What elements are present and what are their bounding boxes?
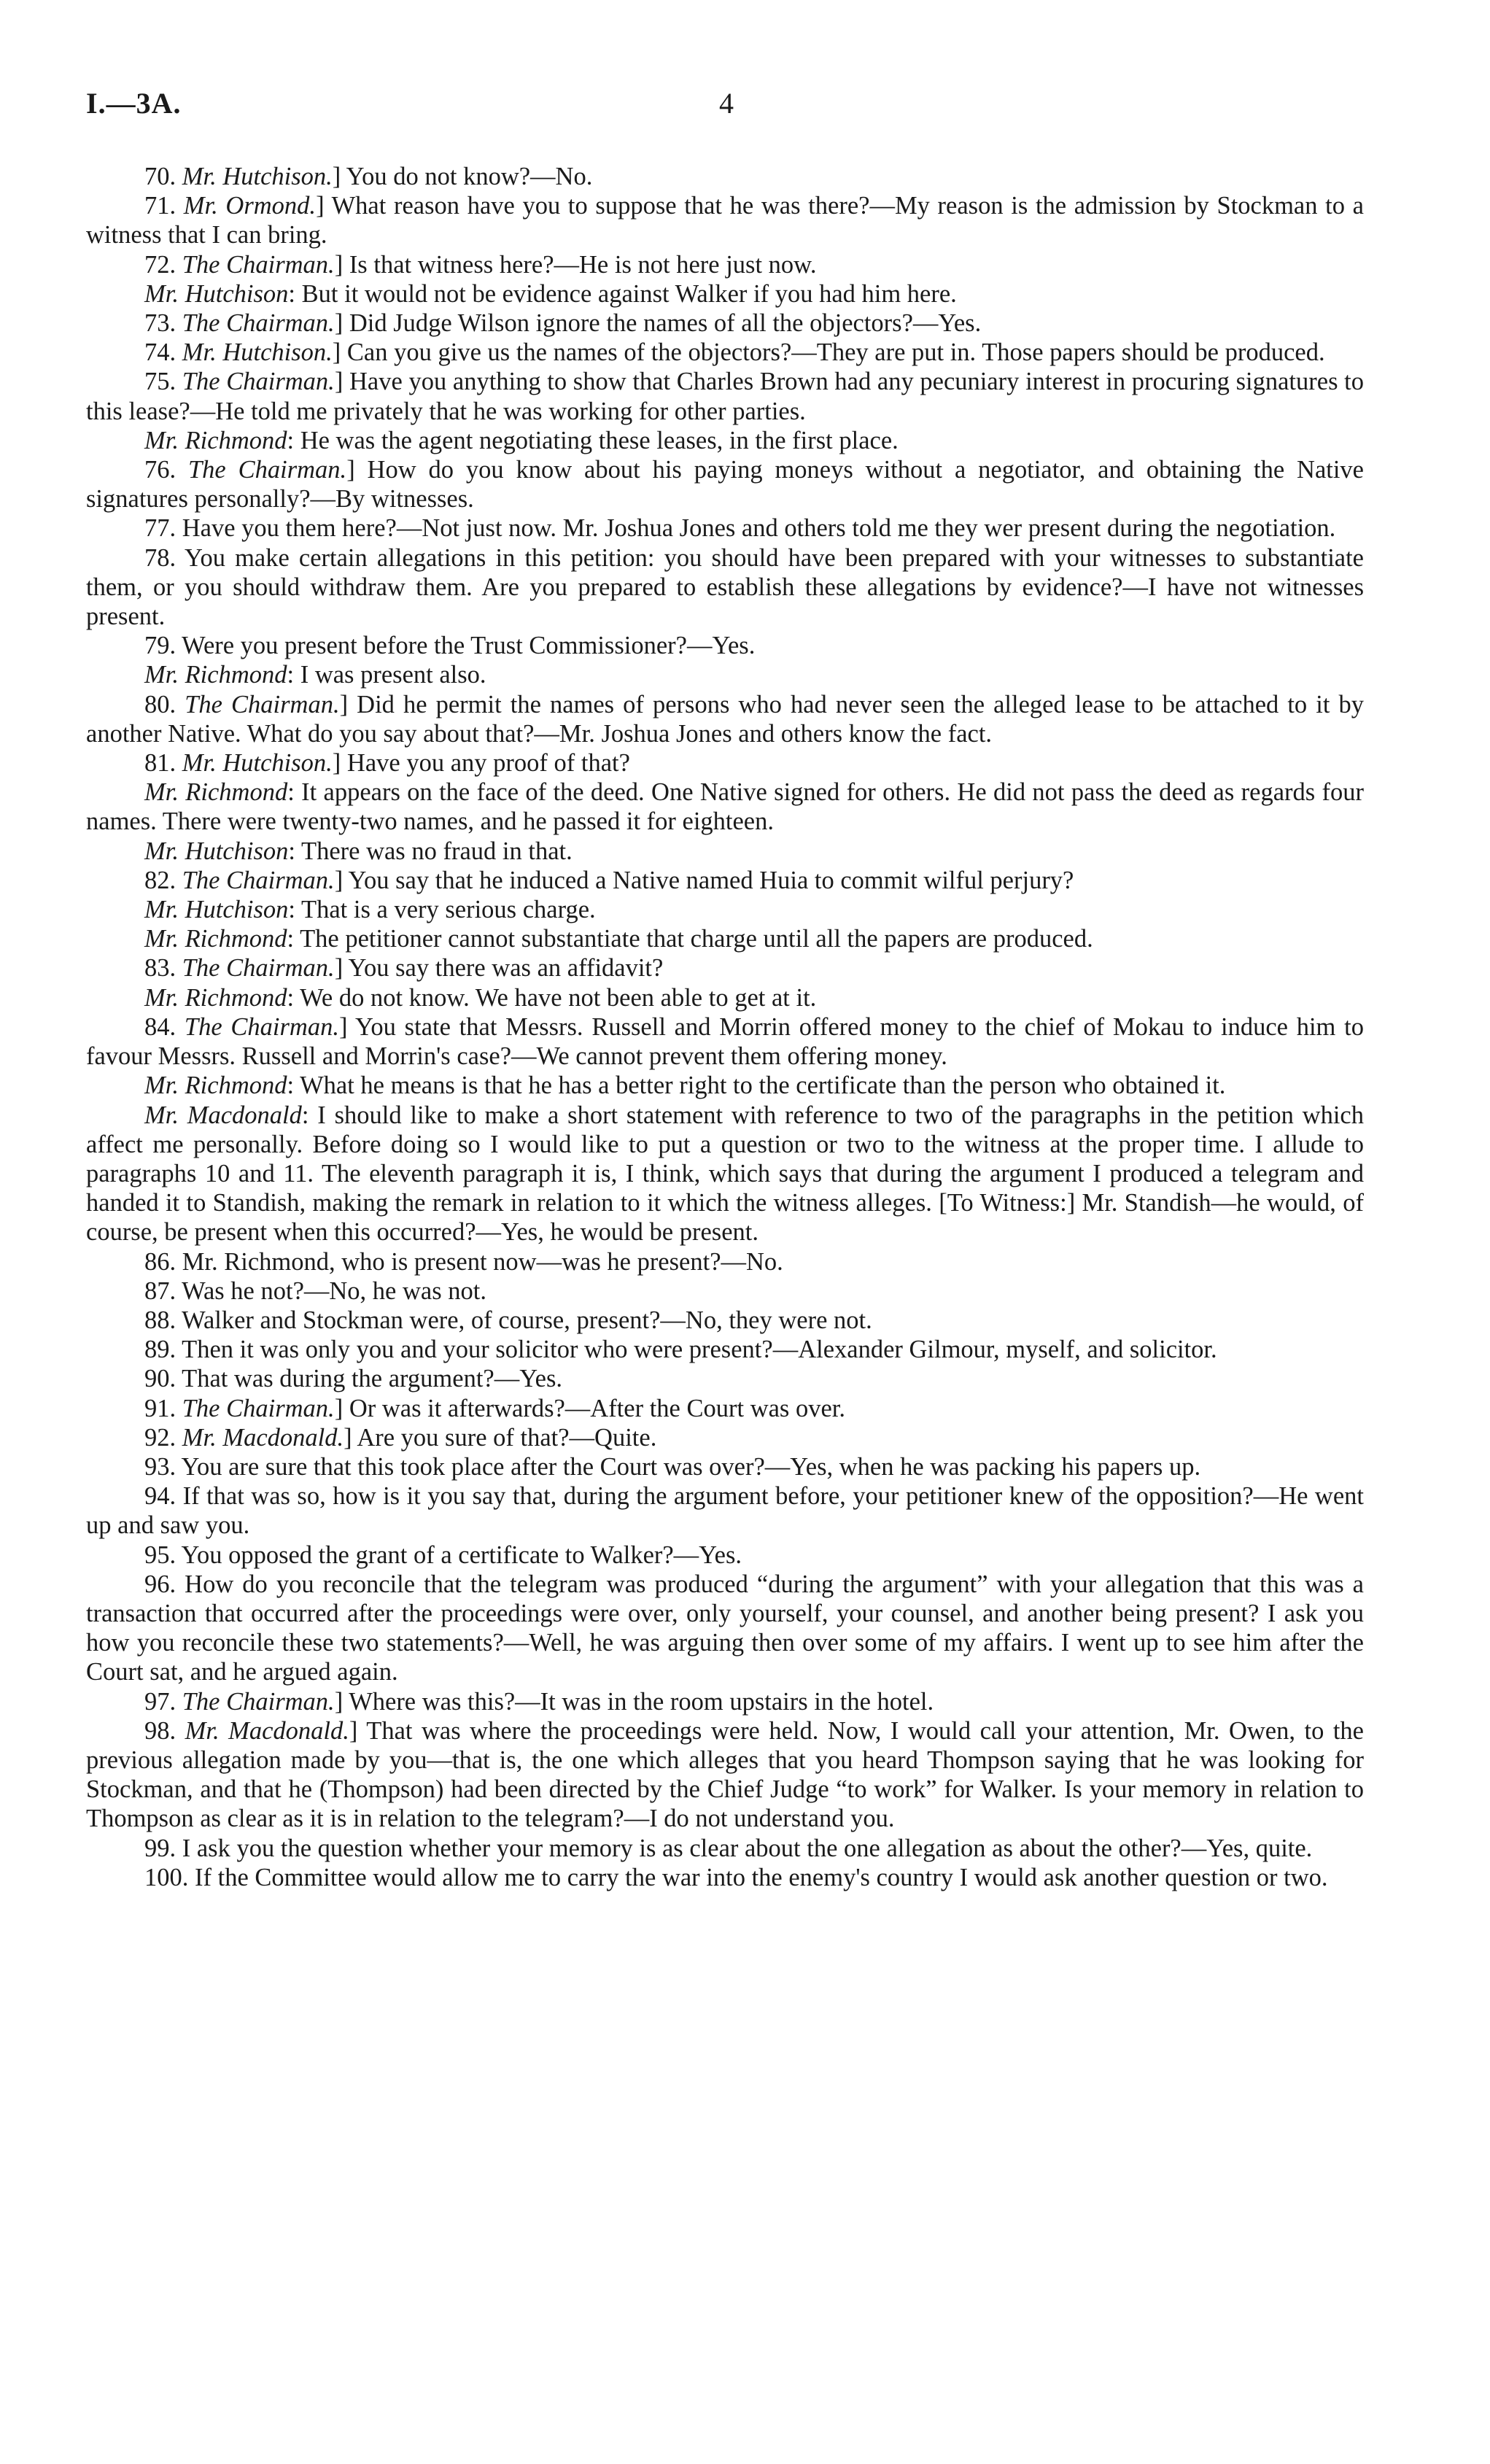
transcript-paragraph [86, 162, 1364, 191]
paragraph-text: You state that Messrs. Russell and Morrin offered money to the chief of Mokau to induce him to favour Messrs. Russell and Morrin's case?—We cannot prevent them offering money. [86, 1012, 1364, 1071]
paragraph-text: Is that witness here?—He is not here just now. [343, 250, 817, 279]
question-number: 75. [144, 368, 176, 396]
speaker-separator: ] [334, 866, 344, 894]
paragraph-text: What he means is that he has a better right to the certificate than the person who obtained it. [294, 1072, 1226, 1100]
transcript-paragraph [86, 1570, 1364, 1687]
paragraph-text: That was where the proceedings were held. Now, I would call your attention, Mr. Owen, to the previous allegation made by you—that is, the one which alleges that you heard Thompson saying that he was looking for Stockman, and that he (Thompson) had been directed by the Chief Judge “to work” for Walker. Is your memory in relation to Thompson as clear as it is in relation to the telegram?—I do not understand you. [86, 1716, 1364, 1833]
transcript-paragraph [86, 1834, 1364, 1863]
speaker-separator: : [288, 837, 296, 865]
transcript-paragraph [86, 1716, 1364, 1834]
speaker-separator: : [287, 925, 295, 953]
paragraph-text: Can you give us the names of the objectors?—They are put in. Those papers should be produced. [341, 338, 1325, 367]
question-number: 80. [144, 690, 176, 718]
speaker-separator: ] [344, 1423, 352, 1452]
question-number: 71. [144, 192, 176, 220]
question-number: 93. [144, 1452, 176, 1481]
paragraph-text: You do not know?—No. [341, 163, 593, 190]
speaker-name: The Chairman. [182, 1394, 335, 1422]
speaker-separator: : [288, 896, 296, 924]
speaker-name: Mr. Richmond [144, 925, 287, 953]
question-number: 91. [144, 1394, 176, 1422]
paragraph-text: You opposed the grant of a certificate to Walker?—Yes. [181, 1541, 742, 1569]
speaker-name: The Chairman. [188, 456, 347, 484]
paragraph-text: If the Committee would allow me to carry the war into the enemy's country I would ask another question or two. [195, 1863, 1328, 1891]
speaker-name: The Chairman. [184, 1012, 339, 1041]
speaker-name: The Chairman. [182, 866, 335, 894]
speaker-name: Mr. Hutchison. [182, 163, 333, 190]
paragraph-text: Have you them here?—Not just now. Mr. Joshua Jones and others told me they wer present during the negotiation. [182, 514, 1336, 543]
paragraph-text: Did Judge Wilson ignore the names of all the objectors?—Yes. [343, 309, 982, 338]
transcript-paragraph [86, 1481, 1364, 1540]
question-number: 83. [144, 954, 176, 983]
question-number: 87. [144, 1276, 176, 1305]
speaker-name: The Chairman. [185, 690, 340, 718]
speaker-name: Mr. Hutchison [144, 837, 289, 865]
question-number: 89. [144, 1336, 176, 1364]
transcript-paragraph [86, 1452, 1364, 1481]
speaker-name: The Chairman. [182, 954, 335, 983]
paragraph-text: Where was this?—It was in the room upstairs in the hotel. [343, 1687, 934, 1716]
paragraph-text: You make certain allegations in this petition: you should have been prepared with your witnesses to substantiate them, or you should withdraw them. Are you prepared to establish these allegations by evidence?—I have not witnesses present. [86, 543, 1364, 631]
transcript-paragraph [86, 1247, 1364, 1276]
speaker-separator: : [287, 426, 295, 454]
question-number: 97. [144, 1687, 176, 1716]
transcript-paragraph [86, 543, 1364, 632]
paragraph-text: You say there was an affidavit? [343, 954, 664, 983]
speaker-name: The Chairman. [182, 1687, 335, 1716]
speaker-name: Mr. Richmond [144, 778, 288, 807]
speaker-name: The Chairman. [182, 309, 335, 338]
transcript-paragraph [86, 660, 1364, 689]
paragraph-text: Walker and Stockman were, of course, present?—No, they were not. [182, 1306, 872, 1334]
speaker-name: Mr. Richmond [144, 426, 287, 454]
speaker-separator: ] [349, 1716, 358, 1745]
question-number: 94. [144, 1482, 176, 1511]
paragraph-text: But it would not be evidence against Walker if you had him here. [295, 279, 957, 308]
speaker-separator: ] [332, 338, 341, 367]
question-number: 70. [144, 163, 176, 190]
speaker-name: Mr. Hutchison. [182, 749, 333, 778]
transcript-paragraph [86, 778, 1364, 836]
transcript-paragraph [86, 1012, 1364, 1071]
document-reference: I.—3A. [86, 87, 182, 120]
speaker-separator: ] [316, 192, 325, 220]
question-number: 77. [144, 514, 176, 543]
speaker-separator: : [301, 1101, 309, 1129]
transcript-paragraph [86, 631, 1364, 660]
paragraph-text: How do you know about his paying moneys without a negotiator, and obtaining the Native signatures personally?—By witnesses. [86, 456, 1364, 514]
transcript-paragraph [86, 338, 1364, 367]
paragraph-text: We do not know. We have not been able to get at it. [294, 983, 817, 1012]
speaker-separator: ] [334, 250, 344, 279]
transcript-paragraph [86, 690, 1364, 748]
speaker-separator: ] [339, 690, 349, 718]
transcript-paragraph [86, 1863, 1364, 1892]
speaker-name: Mr. Hutchison. [182, 338, 333, 367]
transcript-paragraph [86, 1071, 1364, 1100]
speaker-separator: : [287, 1072, 295, 1100]
transcript-paragraph [86, 1687, 1364, 1716]
transcript-paragraph [86, 1423, 1364, 1452]
page-header [86, 86, 1364, 130]
paragraph-text: Were you present before the Trust Commissioner?—Yes. [182, 632, 756, 660]
transcript-paragraph [86, 367, 1364, 425]
speaker-separator: ] [334, 954, 344, 983]
speaker-separator: ] [346, 456, 355, 484]
transcript-paragraph [86, 837, 1364, 866]
question-number: 90. [144, 1365, 176, 1393]
paragraph-text: Then it was only you and your solicitor who were present?—Alexander Gilmour, myself, and solicitor. [182, 1336, 1217, 1364]
transcript-paragraph [86, 924, 1364, 953]
transcript-paragraph [86, 1276, 1364, 1306]
transcript-paragraph [86, 748, 1364, 778]
paragraph-text: That is a very serious charge. [295, 896, 596, 924]
question-number: 96. [144, 1570, 176, 1598]
question-number: 81. [144, 749, 176, 778]
transcript-paragraph [86, 250, 1364, 279]
transcript-paragraph [86, 1541, 1364, 1570]
speaker-name: Mr. Ormond. [183, 192, 317, 220]
question-number: 99. [144, 1834, 176, 1862]
transcript-paragraph [86, 191, 1364, 249]
transcript-paragraph [86, 309, 1364, 338]
speaker-separator: : [287, 778, 295, 807]
transcript-paragraph [86, 866, 1364, 895]
transcript-paragraph [86, 953, 1364, 983]
paragraph-text: Have you anything to show that Charles Brown had any pecuniary interest in procuring signatures to this lease?—He told me privately that he was working for other parties. [86, 368, 1365, 425]
transcript-paragraph [86, 1394, 1364, 1423]
question-number: 84. [144, 1012, 176, 1041]
speaker-separator: : [288, 279, 296, 308]
question-number: 86. [144, 1247, 176, 1276]
question-number: 100. [144, 1863, 189, 1891]
paragraph-text: You say that he induced a Native named Huia to commit wilful perjury? [343, 866, 1074, 894]
question-number: 73. [144, 309, 176, 338]
speaker-name: Mr. Macdonald. [182, 1423, 344, 1452]
question-number: 92. [144, 1423, 176, 1452]
speaker-separator: ] [334, 368, 344, 396]
paragraph-text: You are sure that this took place after the Court was over?—Yes, when he was packing his papers up. [181, 1452, 1201, 1481]
paragraph-text: Mr. Richmond, who is present now—was he present?—No. [182, 1247, 783, 1276]
transcript-paragraph [86, 1306, 1364, 1335]
speaker-name: Mr. Hutchison [144, 279, 289, 308]
speaker-separator: ] [332, 163, 341, 190]
transcript-paragraph [86, 455, 1364, 514]
speaker-separator: ] [338, 1012, 348, 1041]
paragraph-text: That was during the argument?—Yes. [182, 1365, 563, 1393]
question-number: 98. [144, 1716, 176, 1745]
paragraph-text: Or was it afterwards?—After the Court was over. [343, 1394, 846, 1422]
paragraph-text: Did he permit the names of persons who had never seen the alleged lease to be attached to it by another Native. What do you say about that?—Mr. Joshua Jones and others know the fact. [86, 690, 1364, 748]
speaker-separator: ] [334, 309, 344, 338]
paragraph-text: I ask you the question whether your memory is as clear about the one allegation as about the other?—Yes, quite. [182, 1834, 1313, 1862]
question-number: 82. [144, 866, 176, 894]
transcript-paragraph [86, 1335, 1364, 1364]
paragraph-text: The petitioner cannot substantiate that charge until all the papers are produced. [294, 925, 1093, 953]
speaker-name: The Chairman. [182, 250, 335, 279]
question-number: 74. [144, 338, 176, 367]
speaker-name: The Chairman. [182, 368, 335, 396]
transcript-paragraph [86, 983, 1364, 1012]
paragraph-text: How do you reconcile that the telegram was produced “during the argument” with your allegation that this was a transaction that occurred after the proceedings were over, only yourself, your counsel, and another being present? I ask you how you reconcile these two statements?—Well, he was arguing then over some of my affairs. I went up to see him after the Court sat, and he argued again. [86, 1570, 1364, 1686]
question-number: 78. [144, 543, 176, 572]
paragraph-text: There was no fraud in that. [295, 837, 573, 865]
speaker-name: Mr. Richmond [144, 661, 287, 689]
speaker-name: Mr. Macdonald [144, 1101, 302, 1129]
transcript-paragraph [86, 426, 1364, 455]
page-number: 4 [719, 87, 734, 120]
speaker-name: Mr. Hutchison [144, 896, 289, 924]
paragraph-text: He was the agent negotiating these leases, in the first place. [294, 426, 899, 454]
question-number: 72. [144, 250, 176, 279]
paragraph-text: I should like to make a short statement with reference to two of the paragraphs in the petition which affect me personally. Before doing so I would like to put a question or two to the witness at the proper time. I allude to paragraphs 10 and 11. The eleventh paragraph it is, I think, which says that during the argument I produced a telegram and handed it to Standish, making the remark in relation to it which the witness alleges. [To Witness:] Mr. Standish—he would, of course, be present when this occurred?—Yes, he would be present. [86, 1101, 1364, 1247]
question-number: 88. [144, 1306, 176, 1334]
paragraph-text: Was he not?—No, he was not. [182, 1276, 486, 1305]
speaker-separator: ] [334, 1394, 344, 1422]
transcript-paragraph [86, 1101, 1364, 1247]
speaker-separator: ] [334, 1687, 344, 1716]
question-number: 79. [144, 632, 176, 660]
paragraph-text: I was present also. [294, 661, 486, 689]
question-number: 95. [144, 1541, 176, 1569]
paragraph-text: If that was so, how is it you say that, during the argument before, your petitioner knew of the opposition?—He went up and saw you. [86, 1482, 1364, 1540]
transcript-paragraph [86, 279, 1364, 309]
speaker-name: Mr. Richmond [144, 1072, 287, 1100]
transcript-paragraph [86, 895, 1364, 924]
speaker-separator: : [287, 661, 295, 689]
transcript-paragraph [86, 514, 1364, 543]
paragraph-text: What reason have you to suppose that he was there?—My reason is the admission by Stockman to a witness that I can bring. [86, 192, 1364, 249]
speaker-name: Mr. Richmond [144, 983, 287, 1012]
speaker-separator: ] [332, 749, 341, 778]
evidence-transcript [86, 162, 1364, 1892]
speaker-separator: : [287, 983, 295, 1012]
question-number: 76. [144, 456, 176, 484]
paragraph-text: Are you sure of that?—Quite. [352, 1423, 657, 1452]
paragraph-text: It appears on the face of the deed. One Native signed for others. He did not pass the deed as regards four names. There were twenty-two names, and he passed it for eighteen. [86, 778, 1364, 836]
paragraph-text: Have you any proof of that? [341, 749, 630, 778]
speaker-name: Mr. Macdonald. [185, 1716, 349, 1745]
transcript-paragraph [86, 1364, 1364, 1393]
